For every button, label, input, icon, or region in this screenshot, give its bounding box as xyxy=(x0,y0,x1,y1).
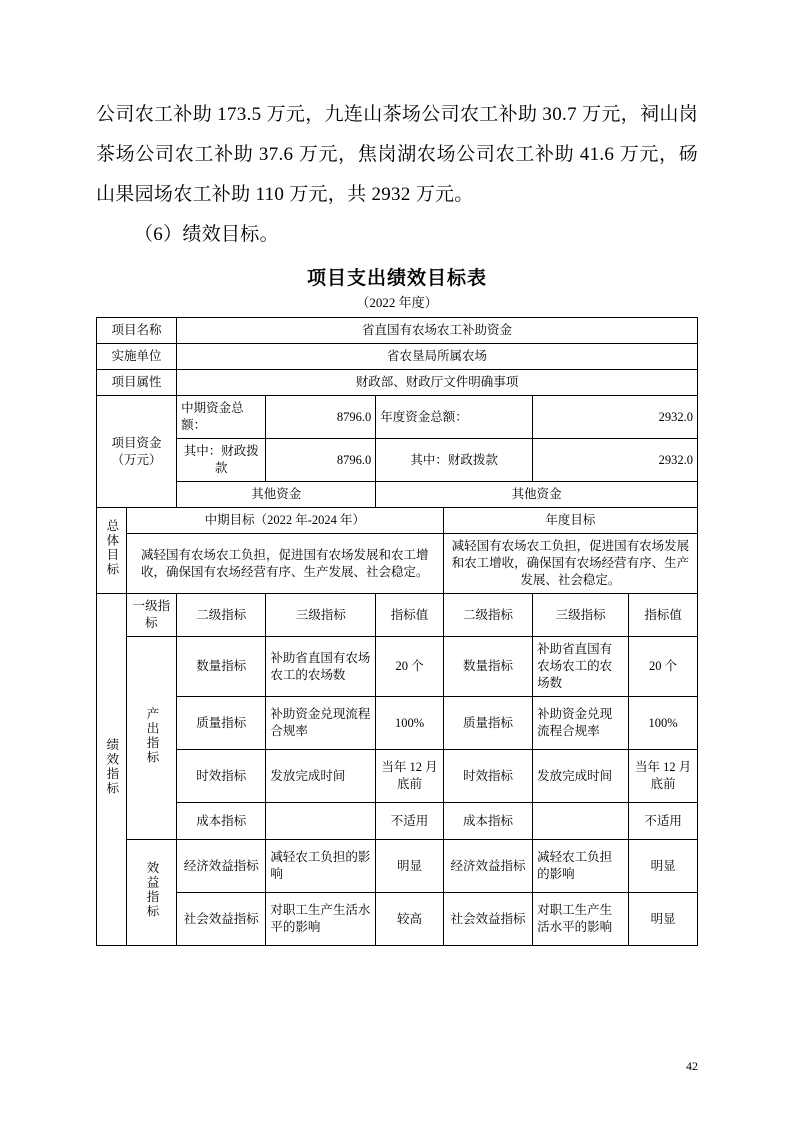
indicator-value: 当年 12 月底前 xyxy=(376,750,444,803)
indicator-value: 100% xyxy=(376,697,444,750)
indicator-value: 明显 xyxy=(629,893,698,946)
level2-label-left: 二级指标 xyxy=(177,594,266,637)
year-sub-label: 其中：财政拨款 xyxy=(376,439,533,482)
level3-value: 发放完成时间 xyxy=(533,750,629,803)
level2-value: 社会效益指标 xyxy=(177,893,266,946)
mid-total-value: 8796.0 xyxy=(266,396,376,439)
level2-value: 数量指标 xyxy=(177,637,266,697)
other-fund-label-left: 其他资金 xyxy=(177,482,376,508)
level2-value: 经济效益指标 xyxy=(177,840,266,893)
overall-goal-label: 总体目标 xyxy=(97,508,127,594)
fund-label xyxy=(97,396,177,508)
table-row xyxy=(97,370,698,396)
level2-label-right: 二级指标 xyxy=(443,594,532,637)
table-row xyxy=(97,637,698,697)
level3-value xyxy=(266,803,376,840)
indicator-value: 当年 12 月底前 xyxy=(629,750,698,803)
level2-value: 质量指标 xyxy=(177,697,266,750)
attribute-value: 财政部、财政厅文件明确事项 xyxy=(177,370,698,396)
table-row xyxy=(97,594,698,637)
level3-value: 发放完成时间 xyxy=(266,750,376,803)
table-row xyxy=(97,508,698,534)
mid-sub-label: 其中：财政拨款 xyxy=(177,439,266,482)
year-goal-text: 减轻国有农场农工负担，促进国有农场发展和农工增收，确保国有农场经营有序、生产发展、社会稳定。 xyxy=(443,534,697,594)
output-indicator-label: 产出指标 xyxy=(126,637,176,840)
level2-value: 时效指标 xyxy=(177,750,266,803)
performance-indicator-label: 绩效指标 xyxy=(97,594,127,946)
project-name-label: 项目名称 xyxy=(97,318,177,344)
body-paragraph-1: 公司农工补助 173.5 万元，九连山茶场公司农工补助 30.7 万元，祠山岗茶场公司农工补助 37.6 万元，焦岗湖农场公司农工补助 41.6 万元，砀山果园场农工补助 110 万元，共 2932 万元。 xyxy=(96,104,698,205)
level2-value: 成本指标 xyxy=(443,803,532,840)
indicator-value: 100% xyxy=(629,697,698,750)
level1-label: 一级指标 xyxy=(126,594,176,637)
level3-value: 补助省直国有农场农工的农场数 xyxy=(533,637,629,697)
table-row xyxy=(97,534,698,594)
level3-value xyxy=(533,803,629,840)
mid-goal-text: 减轻国有农场农工负担，促进国有农场发展和农工增收，确保国有农场经营有序、生产发展、社会稳定。 xyxy=(126,534,443,594)
table-subtitle: （2022 年度） xyxy=(356,295,438,310)
level3-value: 减轻农工负担的影响 xyxy=(533,840,629,893)
mid-sub-value: 8796.0 xyxy=(266,439,376,482)
level3-value: 补助省直国有农场农工的农场数 xyxy=(266,637,376,697)
year-sub-value: 2932.0 xyxy=(533,439,698,482)
indicator-value: 不适用 xyxy=(629,803,698,840)
level2-value: 质量指标 xyxy=(443,697,532,750)
level3-value: 补助资金兑现流程合规率 xyxy=(266,697,376,750)
indicator-value: 20 个 xyxy=(629,637,698,697)
performance-target-table xyxy=(96,317,698,946)
level2-value: 数量指标 xyxy=(443,637,532,697)
fund-label-line1: 项目资金 xyxy=(111,435,162,450)
level3-value: 补助资金兑现流程合规率 xyxy=(533,697,629,750)
table-row xyxy=(97,697,698,750)
table-row xyxy=(97,750,698,803)
year-goal-header: 年度目标 xyxy=(443,508,697,534)
year-total-value: 2932.0 xyxy=(533,396,698,439)
table-title: 项目支出绩效目标表 xyxy=(306,268,487,289)
unit-label: 实施单位 xyxy=(97,344,177,370)
level2-value: 成本指标 xyxy=(177,803,266,840)
table-row xyxy=(97,318,698,344)
table-row xyxy=(97,439,698,482)
table-row xyxy=(97,840,698,893)
level3-value: 减轻农工负担的影响 xyxy=(266,840,376,893)
other-fund-label-right: 其他资金 xyxy=(376,482,698,508)
indicator-value: 较高 xyxy=(376,893,444,946)
table-row xyxy=(97,482,698,508)
fund-label-line2: （万元） xyxy=(111,452,162,467)
level3-label-right: 三级指标 xyxy=(533,594,629,637)
table-row xyxy=(97,893,698,946)
value-label-right: 指标值 xyxy=(629,594,698,637)
level2-value: 经济效益指标 xyxy=(443,840,532,893)
indicator-value: 20 个 xyxy=(376,637,444,697)
mid-goal-header: 中期目标（2022 年-2024 年） xyxy=(126,508,443,534)
table-row xyxy=(97,344,698,370)
unit-value: 省农垦局所属农场 xyxy=(177,344,698,370)
value-label-left: 指标值 xyxy=(376,594,444,637)
year-total-label: 年度资金总额： xyxy=(376,396,533,439)
table-row xyxy=(97,803,698,840)
level2-value: 社会效益指标 xyxy=(443,893,532,946)
level2-value: 时效指标 xyxy=(443,750,532,803)
project-name-value: 省直国有农场农工补助资金 xyxy=(177,318,698,344)
body-paragraph-2: （6）绩效目标。 xyxy=(134,224,279,245)
level3-label-left: 三级指标 xyxy=(266,594,376,637)
indicator-value: 不适用 xyxy=(376,803,444,840)
page-number: 42 xyxy=(686,1059,698,1073)
mid-total-label: 中期资金总额： xyxy=(177,396,266,439)
level3-value: 对职工生产生活水平的影响 xyxy=(266,893,376,946)
attribute-label: 项目属性 xyxy=(97,370,177,396)
indicator-value: 明显 xyxy=(629,840,698,893)
indicator-value: 明显 xyxy=(376,840,444,893)
table-row xyxy=(97,396,698,439)
level3-value: 对职工生产生活水平的影响 xyxy=(533,893,629,946)
benefit-indicator-label: 效益指标 xyxy=(126,840,176,946)
